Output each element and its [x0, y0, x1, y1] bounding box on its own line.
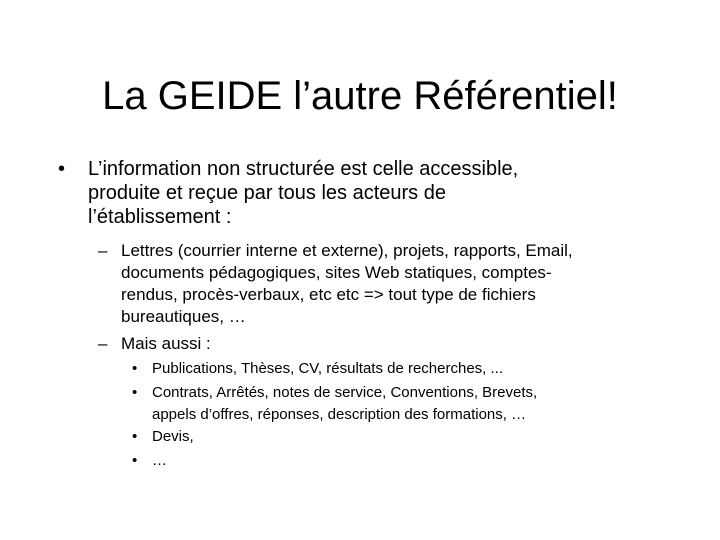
sub-point-also	[121, 333, 681, 355]
sub-point-line: Mais aussi :	[121, 334, 211, 353]
sub-point-line: rendus, procès-verbaux, etc etc => tout type de fichiers	[121, 285, 536, 304]
sub-point-line: bureautiques, …	[121, 307, 246, 326]
sub-sub-point-ellipsis	[152, 450, 652, 472]
bullet-l3-marker: •	[132, 428, 138, 445]
bullet-l3-marker: •	[132, 384, 138, 401]
main-point	[88, 157, 608, 229]
bullet-l3-marker: •	[132, 360, 138, 377]
sub-sub-point-line: appels d’offres, réponses, description des formations, …	[152, 406, 527, 423]
bullet-l2-marker: –	[98, 334, 108, 353]
sub-sub-point-devis	[152, 426, 652, 448]
bullet-l1-marker: •	[58, 158, 66, 180]
sub-point-line: Lettres (courrier interne et externe), projets, rapports, Email,	[121, 241, 573, 260]
bullet-l2-marker: –	[98, 241, 108, 260]
sub-sub-point-line: Devis,	[152, 428, 194, 445]
sub-point-line: documents pédagogiques, sites Web statiques, comptes-	[121, 263, 552, 282]
main-point-line: L’information non structurée est celle accessible,	[88, 158, 519, 180]
sub-point-documents	[121, 240, 681, 328]
slide-title: La GEIDE l’autre Référentiel!	[102, 74, 618, 118]
bullet-l3-marker: •	[132, 452, 138, 469]
main-point-line: l’établissement :	[88, 206, 232, 228]
sub-sub-point-line: …	[152, 452, 167, 469]
main-point-line: produite et reçue par tous les acteurs de	[88, 182, 446, 204]
sub-sub-point-publications	[152, 358, 652, 380]
sub-sub-point-contrats	[152, 382, 652, 426]
sub-sub-point-line: Contrats, Arrêtés, notes de service, Conventions, Brevets,	[152, 384, 538, 401]
sub-sub-point-line: Publications, Thèses, CV, résultats de recherches, ...	[152, 360, 504, 377]
